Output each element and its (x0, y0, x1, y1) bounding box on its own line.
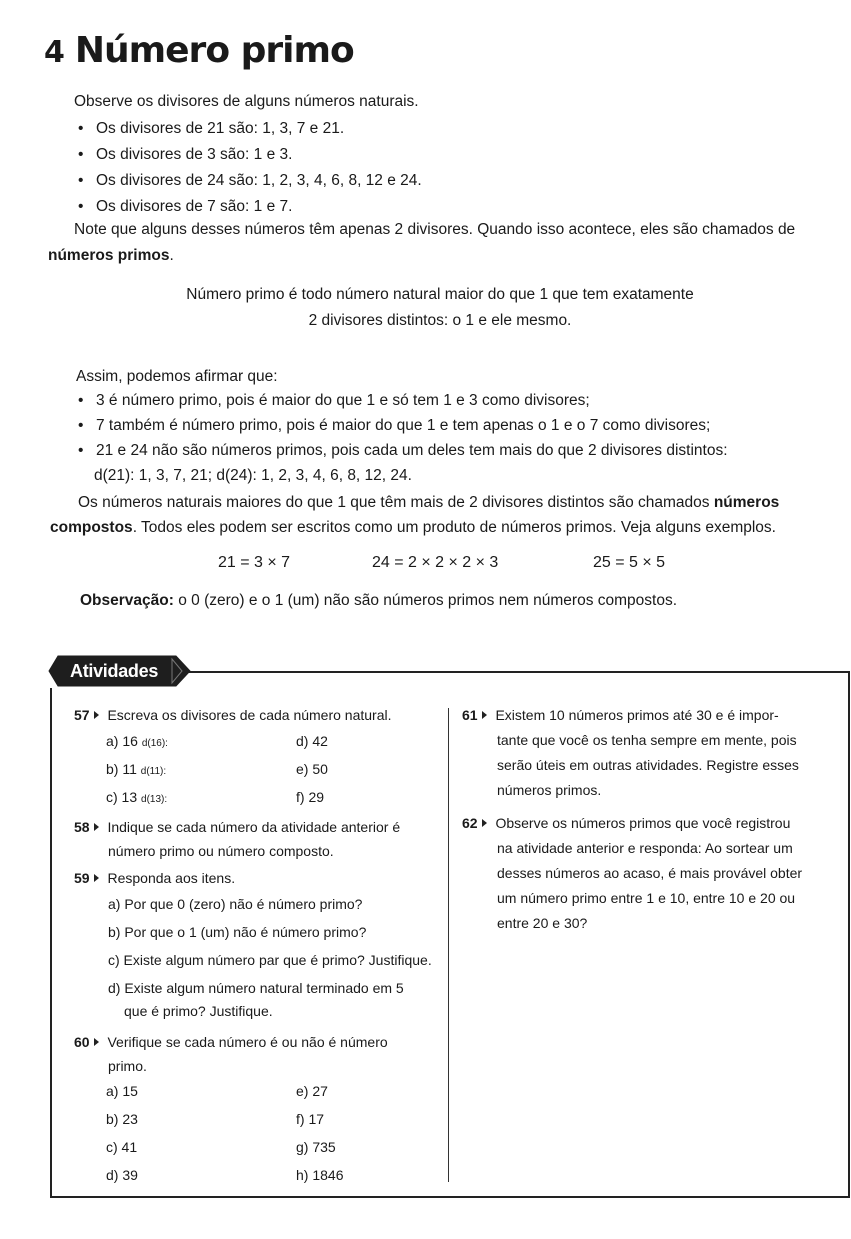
q57-item-c (106, 785, 167, 812)
triangle-marker-icon (94, 823, 99, 831)
q59-item-b: b) Por que o 1 (um) não é número primo? (108, 924, 367, 940)
q60-item: h) 1846 (296, 1167, 344, 1183)
question-number: 57 (74, 707, 90, 723)
section-number: 4 (44, 35, 65, 70)
item-hint: d(13): (141, 794, 168, 805)
question-57 (74, 703, 392, 727)
question-text-cont: um número primo entre 1 e 10, entre 10 e 20 ou (497, 890, 796, 906)
triangle-marker-icon (482, 819, 487, 827)
composite-text: Os números naturais maiores do que 1 que têm mais de 2 divisores distintos são chamados (78, 494, 710, 511)
q57-item-b (106, 757, 166, 784)
composite-term-2: compostos (50, 519, 133, 536)
bullet-dot: • (78, 172, 84, 189)
item-label: c) 13 (106, 789, 138, 805)
composite-line-1 (78, 490, 779, 516)
example-equation: 24 = 2 × 2 × 2 × 3 (372, 554, 499, 571)
q57-item-e: e) 50 (296, 761, 328, 777)
intro-line: Observe os divisores de alguns números naturais. (74, 93, 419, 110)
q60-item: c) 41 (106, 1139, 138, 1155)
question-59 (74, 866, 235, 890)
note-end: . (169, 247, 174, 264)
composite-text-2: . Todos eles podem ser escritos como um produto de números primos. Veja alguns exemplos. (132, 519, 776, 536)
question-text-cont: número primo ou número composto. (108, 843, 334, 859)
conclusion-bullet: 3 é número primo, pois é maior do que 1 e só tem 1 e 3 como divisores; (96, 392, 590, 409)
item-hint: d(11): (140, 766, 167, 777)
observation-text: o 0 (zero) e o 1 (um) não são números primos nem números compostos. (173, 592, 678, 609)
q60-item: f) 17 (296, 1111, 325, 1127)
question-text-cont: entre 20 e 30? (497, 915, 588, 931)
conclusion-lead: Assim, podemos afirmar que: (76, 368, 278, 385)
prime-term: números primos (48, 247, 170, 264)
question-number: 61 (462, 707, 478, 723)
conclusion-bullet: 21 e 24 não são números primos, pois cada um deles tem mais do que 2 divisores distintos: (96, 442, 728, 459)
item-label: b) 11 (106, 761, 137, 777)
activities-top-rule (188, 671, 850, 673)
intro-bullet: Os divisores de 3 são: 1 e 3. (96, 146, 293, 163)
composite-term-1: números (713, 494, 780, 511)
triangle-marker-icon (482, 711, 487, 719)
intro-bullet: Os divisores de 24 são: 1, 2, 3, 4, 6, 8, 12 e 24. (96, 172, 422, 189)
question-text: Existem 10 números primos até 30 e é impor- (495, 707, 779, 723)
question-text: Escreva os divisores de cada número natural. (107, 707, 392, 723)
question-text-cont: serão úteis em outras atividades. Registre esses (497, 757, 799, 773)
q59-item-a: a) Por que 0 (zero) não é número primo? (108, 896, 363, 912)
bullet-dot: • (78, 417, 84, 434)
composite-line-2 (50, 515, 776, 541)
q60-item: b) 23 (106, 1111, 138, 1127)
item-label: a) 16 (106, 733, 138, 749)
bullet-dot: • (78, 392, 84, 409)
triangle-marker-icon (94, 874, 99, 882)
question-text-cont: números primos. (497, 782, 602, 798)
intro-bullet: Os divisores de 7 são: 1 e 7. (96, 198, 293, 215)
question-text-cont: primo. (108, 1058, 147, 1074)
example-equation: 25 = 5 × 5 (593, 554, 666, 571)
divisors-line: d(21): 1, 3, 7, 21; d(24): 1, 2, 3, 4, 6, 8, 12, 24. (94, 467, 412, 484)
activities-label: Atividades (70, 661, 159, 681)
q59-item-d-cont: que é primo? Justifique. (124, 1003, 273, 1019)
definition-line-1: Número primo é todo número natural maior do que 1 que tem exatamente (186, 286, 694, 303)
question-text-cont: na atividade anterior e responda: Ao sortear um (497, 840, 793, 856)
q59-item-c: c) Existe algum número par que é primo? Justifique. (108, 952, 432, 968)
q59-item-d: d) Existe algum número natural terminado em 5 (108, 980, 404, 996)
note-line-2 (48, 243, 174, 269)
question-62 (462, 811, 790, 835)
triangle-marker-icon (94, 711, 99, 719)
q57-item-f: f) 29 (296, 789, 325, 805)
column-divider (448, 708, 449, 1182)
q60-item: e) 27 (296, 1083, 328, 1099)
definition-line-2: 2 divisores distintos: o 1 e ele mesmo. (308, 312, 572, 329)
question-text: Verifique se cada número é ou não é número (107, 1034, 388, 1050)
question-60 (74, 1030, 388, 1054)
bullet-dot: • (78, 442, 84, 459)
question-number: 58 (74, 819, 90, 835)
activities-left-rule (50, 688, 52, 1198)
bullet-dot: • (78, 198, 84, 215)
q60-item: d) 39 (106, 1167, 138, 1183)
question-58 (74, 815, 400, 839)
q60-item: a) 15 (106, 1083, 138, 1099)
question-text: Responda aos itens. (107, 870, 236, 886)
note-text: Note que alguns desses números têm apenas 2 divisores. Quando isso acontece, eles são chamados de (74, 221, 796, 238)
section-header (44, 30, 354, 71)
question-61 (462, 703, 779, 727)
question-text: Indique se cada número da atividade anterior é (107, 819, 401, 835)
note-line (74, 217, 795, 243)
example-equation: 21 = 3 × 7 (218, 554, 291, 571)
question-number: 59 (74, 870, 90, 886)
intro-bullet: Os divisores de 21 são: 1, 3, 7 e 21. (96, 120, 345, 137)
q57-item-a (106, 729, 168, 756)
q57-item-d: d) 42 (296, 733, 328, 749)
observation (80, 588, 677, 614)
observation-label: Observação: (80, 592, 174, 609)
definition-box (150, 282, 730, 334)
triangle-marker-icon (94, 1038, 99, 1046)
conclusion-bullet: 7 também é número primo, pois é maior do que 1 e tem apenas o 1 e o 7 como divisores; (96, 417, 711, 434)
question-text: Observe os números primos que você registrou (495, 815, 791, 831)
item-hint: d(16): (141, 738, 168, 749)
bullet-dot: • (78, 120, 84, 137)
bullet-dot: • (78, 146, 84, 163)
q60-item: g) 735 (296, 1139, 336, 1155)
question-number: 62 (462, 815, 478, 831)
question-text-cont: tante que você os tenha sempre em mente, pois (497, 732, 797, 748)
question-number: 60 (74, 1034, 90, 1050)
question-text-cont: desses números ao acaso, é mais provável obter (497, 865, 803, 881)
page-title: Número primo (74, 30, 354, 71)
